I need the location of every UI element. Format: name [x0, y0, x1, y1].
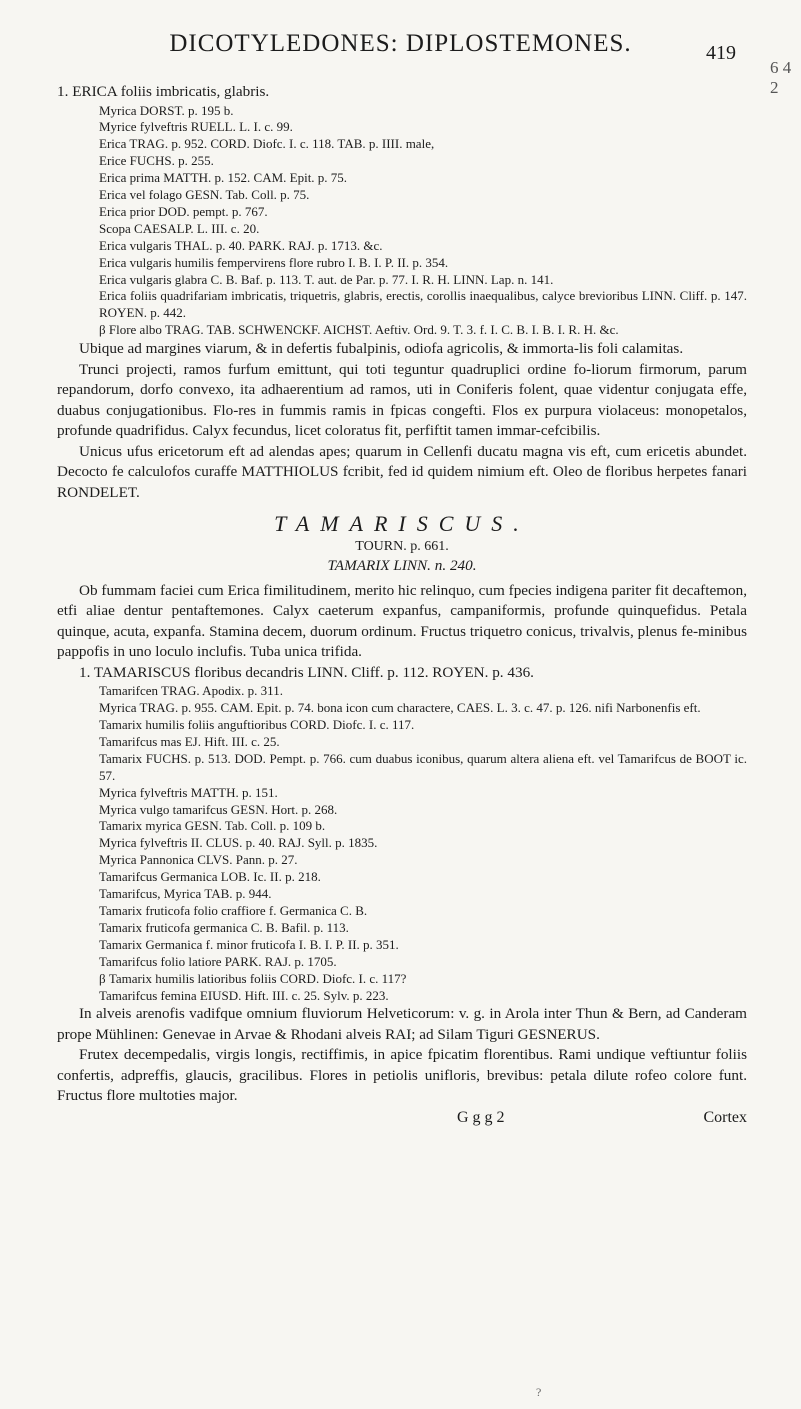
tamariscus-synonym: Tamarifcen TRAG. Apodix. p. 311. — [99, 683, 283, 699]
erica-habitat-paragraph: Ubique ad margines viarum, & in defertis fubalpinis, odiofa agricolis, & immorta-lis foli calamitas. — [79, 340, 684, 358]
tamariscus-synonym: Tamarifcus mas EJ. Hift. III. c. 25. — [99, 733, 280, 749]
tamariscus-synonym: Tamarix fruticofa germanica C. B. Bafil. p. 113. — [99, 919, 349, 935]
erica-description-paragraph: Trunci projecti, ramos furfum emittunt, qui toti teguntur quadruplici ordine fo-liorum firmorum, parum repandorum, dorfo convexo, ita adhaerentium ad ramos, uti in Coniferis folent, quae videntur conjugata effe, duabus conjugationibus. Flo-res in fummis ramis in fpicas congefti. Flos ex purpura violaceus: monopetalos, profunde quadrifidus. Calyx fecundus, licet coloratus fit, perfiftit tamen immar-cefcibilis. — [57, 360, 747, 440]
tamariscus-synonym: Tamarifcus, Myrica TAB. p. 944. — [99, 886, 272, 902]
tamariscus-synonym: Tamarifcus femina EIUSD. Hift. III. c. 25. Sylv. p. 223. — [99, 987, 389, 1003]
page-number: 419 — [706, 42, 736, 64]
erica-heading: 1. ERICA foliis imbricatis, glabris. — [57, 83, 270, 100]
genus-title: TAMARISCUS. — [274, 511, 530, 537]
tamariscus-synonyms — [57, 683, 747, 1004]
tamariscus-heading: 1. TAMARISCUS floribus decandris LINN. Cliff. p. 112. ROYEN. p. 436. — [79, 663, 534, 681]
erica-synonym: Erica vulgaris glabra C. B. Baf. p. 113. T. aut. de Par. p. 77. I. R. H. LINN. Lap. n. 141. — [99, 271, 554, 287]
erica-synonym: Erica TRAG. p. 952. CORD. Diofc. I. c. 118. TAB. p. IIII. male, — [99, 136, 435, 152]
erica-synonym: Myrica DORST. p. 195 b. — [99, 102, 234, 118]
erica-synonym: Erica vulgaris THAL. p. 40. PARK. RAJ. p. 1713. &c. — [99, 237, 383, 253]
erica-synonym: Erica foliis quadrifariam imbricatis, triquetris, glabris, erectis, corollis inaequalibus, calyce brevioribus LINN. Cliff. p. 147. ROYEN. p. 442. — [99, 288, 747, 321]
tamariscus-description-paragraph: Frutex decempedalis, virgis longis, rectiffimis, in apice fpicatim florentibus. Rami undique veftiuntur foliis confertis, adpreffis, glaucis, gracilibus. Flores in petiolis unifloris, brevibus: petala dilute rofeo colore funt. Fructus flore multoties major. — [57, 1046, 747, 1105]
tamariscus-intro-paragraph: Ob fummam faciei cum Erica fimilitudinem, merito hic relinquo, cum fpecies indigena pariter fit decaftemon, etfi aliae dentur pentaftemones. Calyx caeterum expanfus, campaniformis, profunde quinquefidus. Petala quinque, acuta, expanfa. Stamina decem, duorum ordinum. Fructus triquetro conicus, trivalvis, plenus fe-minibus pappofis in uno loculo inclufis. Tuba unica trifida. — [57, 581, 747, 661]
erica-synonym: β Flore albo TRAG. TAB. SCHWENCKF. AICHST. Aeftiv. Ord. 9. T. 3. f. I. C. B. I. B. I. R. H. &c. — [99, 322, 619, 338]
tamariscus-synonym: Tamarix myrica GESN. Tab. Coll. p. 109 b. — [99, 818, 326, 834]
linnaeus-reference: TAMARIX LINN. n. 240. — [327, 557, 477, 575]
tamariscus-synonym: Tamarix fruticofa folio craffiore f. Germanica C. B. — [99, 902, 368, 918]
genus-reference: TOURN. p. 661. — [355, 539, 449, 555]
tamariscus-synonym: Tamarifcus Germanica LOB. Ic. II. p. 218. — [99, 869, 321, 885]
tamariscus-synonym: Tamarifcus folio latiore PARK. RAJ. p. 1705. — [99, 953, 337, 969]
tamariscus-synonym: Tamarix humilis foliis anguftioribus CORD. Diofc. I. c. 117. — [99, 717, 415, 732]
signature-mark: G g g 2 — [457, 1108, 505, 1126]
tamariscus-habitat-paragraph: In alveis arenofis vadifque omnium fluviorum Helveticorum: v. g. in Arola inter Thun & Bern, ad Canderam prope Mühlinen: Genevae in Arvae & Rhodani alveis RAI; ad Silam Tiguri GESNERUS. — [57, 1005, 747, 1043]
tamariscus-synonym: Tamarix Germanica f. minor fruticofa I. B. I. P. II. p. 351. — [99, 936, 399, 952]
erica-uses-paragraph: Unicus ufus ericetorum eft ad alendas apes; quarum in Cellenfi ducatu magna vis eft, cum ericetis abundet. Decocto fe calculofos curaffe MATTHIOLUS fcribit, fed id quidem nimium eft. Oleo de floribus herpetes fanari RONDELET. — [57, 442, 747, 501]
stray-mark: ? — [536, 1385, 542, 1399]
erica-synonym: Erica vel folago GESN. Tab. Coll. p. 75. — [99, 187, 310, 203]
erica-synonym: Scopa CAESALP. L. III. c. 20. — [99, 220, 260, 236]
erica-synonym: Erica vulgaris humilis fempervirens flore rubro I. B. I. P. II. p. 354. — [99, 254, 449, 270]
tamariscus-synonym: Myrica Pannonica CLVS. Pann. p. 27. — [99, 852, 298, 868]
page-content — [57, 82, 747, 1128]
tamariscus-synonym: Myrica TRAG. p. 955. CAM. Epit. p. 74. bona icon cum charactere, CAES. L. 3. c. 47. p. 126. nifi Narbonenfis eft. — [99, 700, 701, 716]
erica-synonym: Erica prima MATTH. p. 152. CAM. Epit. p. 75. — [99, 170, 348, 186]
erica-synonym: Erice FUCHS. p. 255. — [99, 153, 214, 169]
tamariscus-synonym: β Tamarix humilis latioribus foliis CORD. Diofc. I. c. 117? — [99, 970, 407, 986]
tamariscus-synonym: Tamarix FUCHS. p. 513. DOD. Pempt. p. 766. cum duabus iconibus, quarum altera aliena eft. vel Tamarifcus de BOOT ic. 57. — [99, 750, 747, 783]
erica-synonym: Erica prior DOD. pempt. p. 767. — [99, 203, 268, 219]
page-footer — [57, 1107, 747, 1128]
running-head: DICOTYLEDONES: DIPLOSTEMONES. — [169, 30, 632, 57]
erica-synonym: Myrice fylveftris RUELL. L. I. c. 99. — [99, 119, 293, 135]
catchword: Cortex — [703, 1108, 747, 1126]
erica-synonyms — [57, 103, 747, 340]
tamariscus-synonym: Myrica vulgo tamarifcus GESN. Hort. p. 268. — [99, 801, 338, 817]
tamariscus-synonym: Myrica fylveftris II. CLUS. p. 40. RAJ. Syll. p. 1835. — [99, 835, 378, 851]
handwritten-margin-note: 6 4 2 — [770, 58, 792, 97]
tamariscus-synonym: Myrica fylveftris MATTH. p. 151. — [99, 784, 278, 800]
